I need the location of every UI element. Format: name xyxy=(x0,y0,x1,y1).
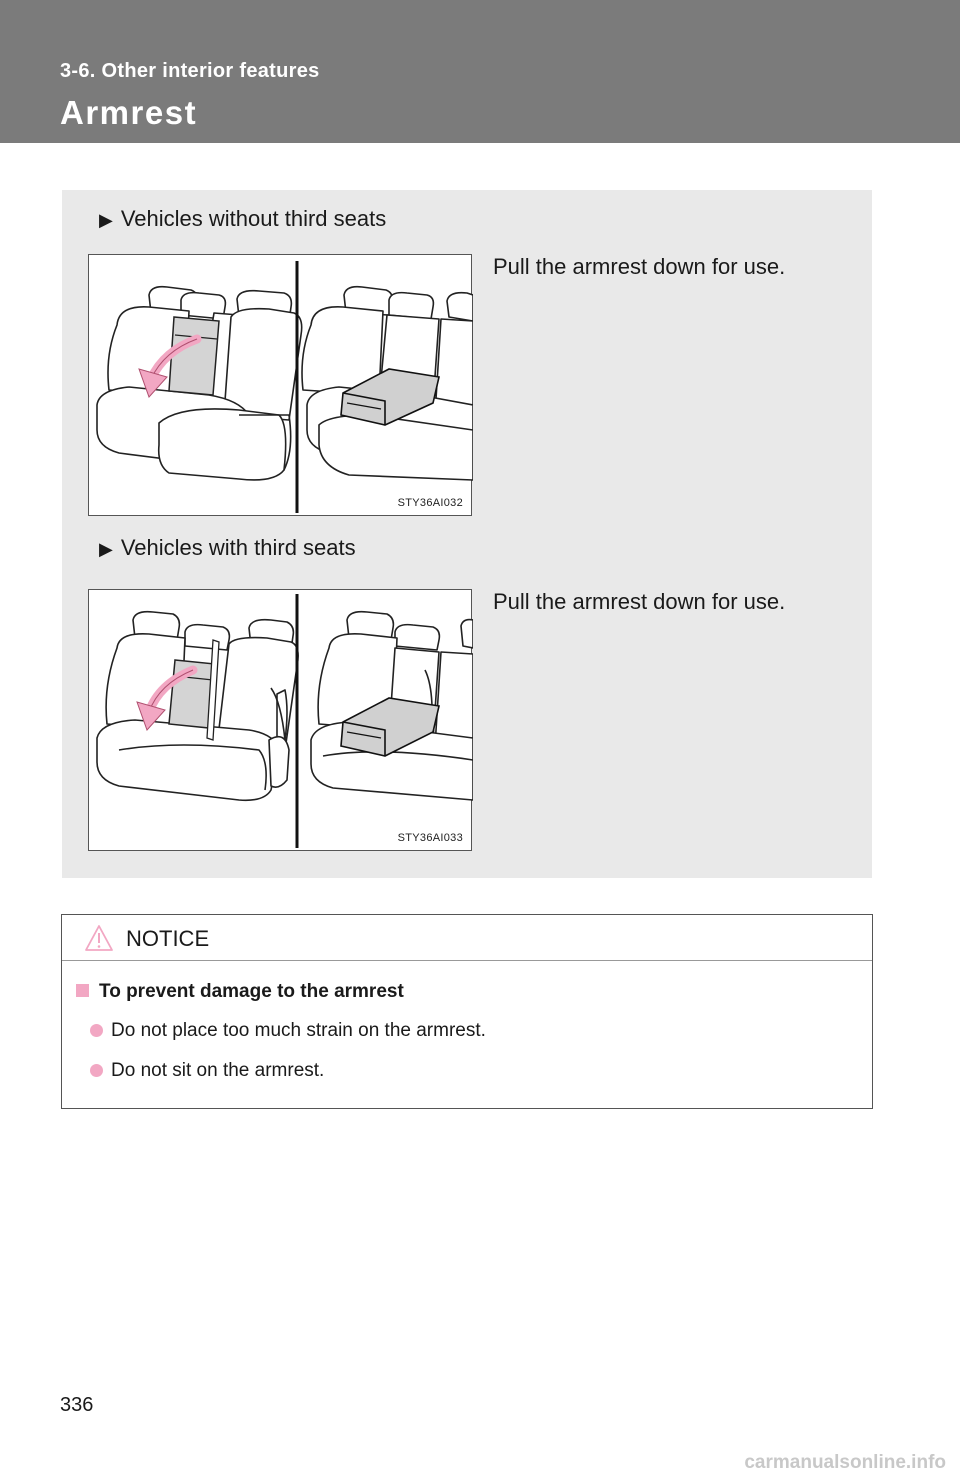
variant-label-without-third-seats: ▶ Vehicles without third seats xyxy=(99,206,387,231)
section-label: 3-6. Other interior features xyxy=(60,60,320,82)
triangle-arrow-icon: ▶ xyxy=(99,210,113,230)
notice-bullet: Do not sit on the armrest. xyxy=(90,1060,324,1082)
notice-bullet: Do not place too much strain on the armrest. xyxy=(90,1020,486,1042)
page-number: 336 xyxy=(60,1394,94,1416)
watermark: carmanualsonline.info xyxy=(744,1452,946,1473)
page-header xyxy=(0,0,960,143)
notice-title: NOTICE xyxy=(126,926,210,951)
round-bullet-icon xyxy=(90,1064,103,1077)
instruction-text: Pull the armrest down for use. xyxy=(493,589,786,614)
notice-header xyxy=(62,915,872,961)
square-bullet-icon xyxy=(76,984,89,997)
seat-illustration xyxy=(89,255,473,517)
round-bullet-icon xyxy=(90,1024,103,1037)
page-title: Armrest xyxy=(60,94,198,131)
warning-triangle-icon xyxy=(84,924,114,952)
variant-label-with-third-seats: ▶ Vehicles with third seats xyxy=(99,535,356,560)
instruction-text: Pull the armrest down for use. xyxy=(493,254,786,279)
seat-illustration xyxy=(89,590,473,852)
figure-armrest-with-third-seats xyxy=(88,589,472,851)
figure-code: STY36AI033 xyxy=(397,832,463,844)
triangle-arrow-icon: ▶ xyxy=(99,539,113,559)
notice-subheading: To prevent damage to the armrest xyxy=(76,981,404,1003)
figure-code: STY36AI032 xyxy=(397,497,463,509)
figure-armrest-without-third-seats xyxy=(88,254,472,516)
notice-box xyxy=(61,914,873,1109)
